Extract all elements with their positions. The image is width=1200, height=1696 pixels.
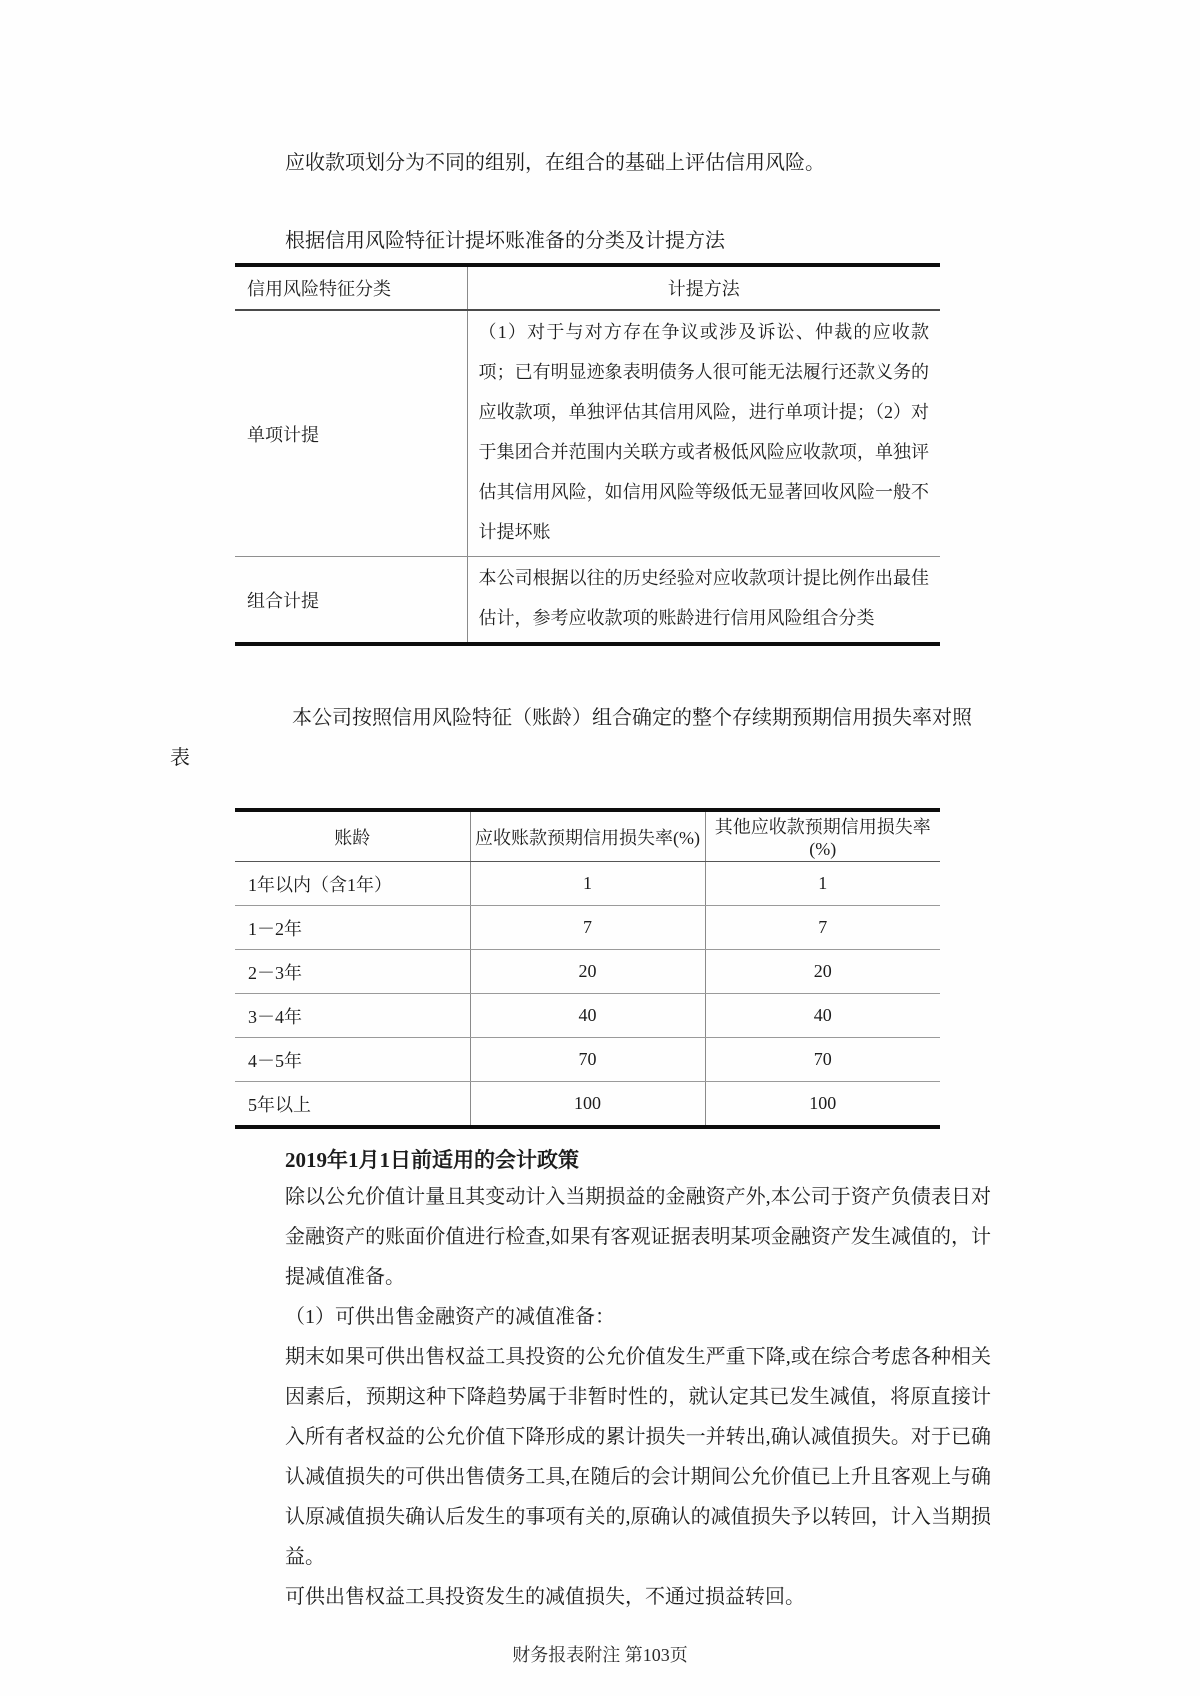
aging-label: 5年以上 [235, 1082, 470, 1128]
table-row [235, 1082, 940, 1128]
ar-rate-value: 7 [470, 906, 705, 950]
ar-rate-value: 1 [470, 862, 705, 906]
table1-header-category: 信用风险特征分类 [235, 265, 467, 310]
table2-header-other-rate: 其他应收款预期信用损失率(%) [705, 810, 940, 862]
table-row [235, 906, 940, 950]
policy-section [285, 1143, 991, 1617]
table1-header [235, 265, 940, 310]
table1-row1-method: （1）对于与对方存在争议或涉及诉讼、仲裁的应收款项；已有明显迹象表明债务人很可能无法履行还款义务的应收款项，单独评估其信用风险，进行单项计提；（2）对于集团合并范围内关联方或者极低风险应收款项，单独评估其信用风险，如信用风险等级低无显著回收风险一般不计提坏账 [467, 310, 940, 557]
aging-label: 1年以内（含1年） [235, 862, 470, 906]
table-row [235, 862, 940, 906]
table1-title: 根据信用风险特征计提坏账准备的分类及计提方法 [285, 230, 725, 252]
policy-heading: 2019年1月1日前适用的会计政策 [285, 1148, 579, 1172]
aging-label: 4－5年 [235, 1038, 470, 1082]
table-row [235, 950, 940, 994]
other-rate-value: 70 [705, 1038, 940, 1082]
policy-paragraph: 可供出售权益工具投资发生的减值损失，不通过损益转回。 [285, 1586, 805, 1608]
ar-rate-value: 100 [470, 1082, 705, 1128]
ar-rate-value: 40 [470, 994, 705, 1038]
bridge-line-2: 表 [170, 747, 190, 769]
ar-rate-value: 70 [470, 1038, 705, 1082]
table-row [235, 1038, 940, 1082]
table-row [235, 557, 940, 645]
other-rate-value: 100 [809, 1093, 837, 1113]
policy-paragraph: 期末如果可供出售权益工具投资的公允价值发生严重下降,或在综合考虑各种相关因素后，预期这种下降趋势属于非暂时性的，就认定其已发生减值，将原直接计入所有者权益的公允价值下降形成的累计损失一并转出,确认减值损失。对于已确认减值损失的可供出售债务工具,在随后的会计期间公允价值已上升且客观上与确认原减值损失确认后发生的事项有关的,原确认的减值损失予以转回，计入当期损益。 [285, 1346, 991, 1568]
table2-header-row [235, 810, 940, 862]
aging-label: 1－2年 [235, 906, 470, 950]
table2-header [235, 810, 940, 862]
table1-row2-category: 组合计提 [235, 557, 467, 645]
table2-header-ar-rate: 应收账款预期信用损失率(%) [470, 810, 705, 862]
other-rate-value: 20 [705, 950, 940, 994]
other-rate-value: 7 [705, 906, 940, 950]
page-footer: 财务报表附注 第103页 [512, 1645, 688, 1665]
aging-label: 2－3年 [235, 950, 470, 994]
ecl-rate-table [235, 808, 940, 1129]
policy-paragraph: （1）可供出售金融资产的减值准备： [285, 1306, 615, 1328]
table1-header-method: 计提方法 [467, 265, 940, 310]
table-row [235, 994, 940, 1038]
provision-method-table [235, 263, 940, 646]
bridge-paragraph [170, 698, 1010, 778]
table-row [235, 310, 940, 557]
bridge-line-1: 本公司按照信用风险特征（账龄）组合确定的整个存续期预期信用损失率对照 [292, 707, 972, 729]
other-rate-value: 40 [705, 994, 940, 1038]
other-rate-value: 1 [705, 862, 940, 906]
table1-header-row [235, 265, 940, 310]
table1-row2-method: 本公司根据以往的历史经验对应收款项计提比例作出最佳估计，参考应收款项的账龄进行信用风险组合分类 [478, 568, 929, 628]
policy-paragraph: 除以公允价值计量且其变动计入当期损益的金融资产外,本公司于资产负债表日对金融资产的账面价值进行检查,如果有客观证据表明某项金融资产发生减值的，计提减值准备。 [285, 1186, 991, 1288]
intro-paragraph: 应收款项划分为不同的组别，在组合的基础上评估信用风险。 [285, 152, 825, 174]
table2-header-aging: 账龄 [235, 810, 470, 862]
aging-label: 3－4年 [235, 994, 470, 1038]
ar-rate-value: 20 [470, 950, 705, 994]
table1-row1-category: 单项计提 [235, 310, 467, 557]
